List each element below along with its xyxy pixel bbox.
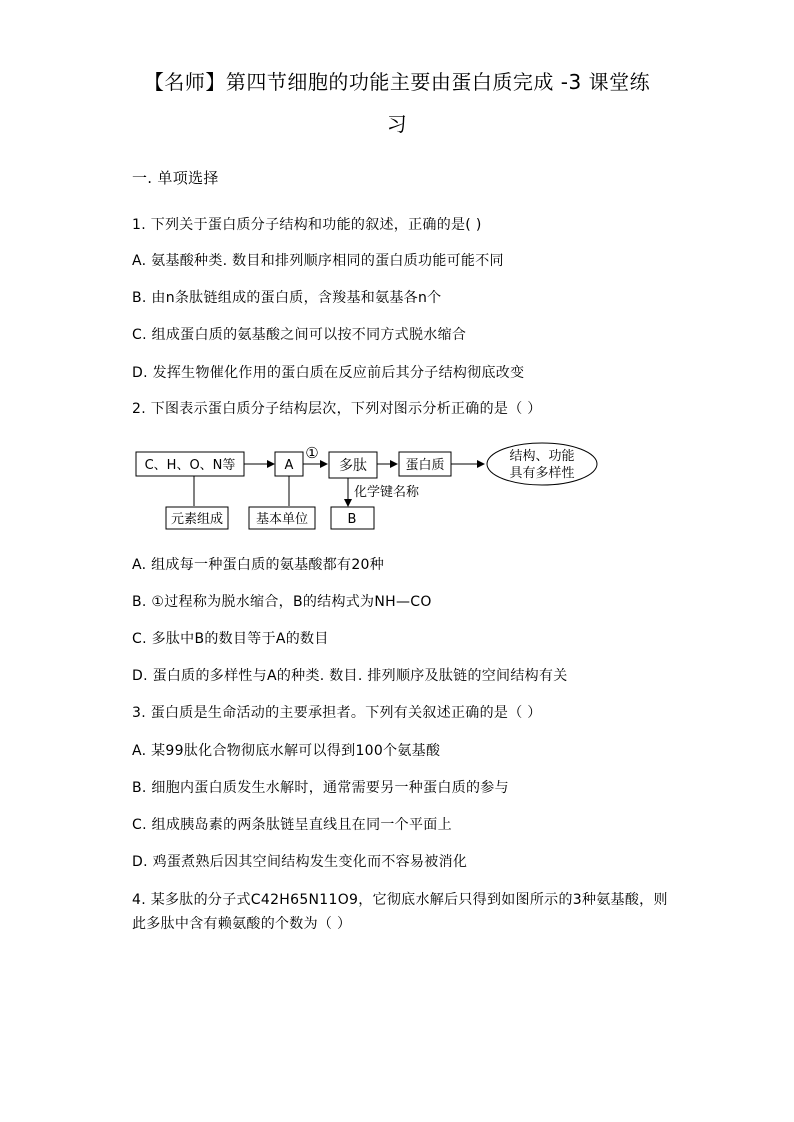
section-heading: 一. 单项选择: [132, 169, 219, 187]
svg-text:蛋白质: 蛋白质: [405, 458, 445, 473]
question-3-option-a: A. 某99肽化合物彻底水解可以得到100个氨基酸: [132, 743, 441, 759]
question-1-option-a: A. 氨基酸种类. 数目和排列顺序相同的蛋白质功能可能不同: [132, 253, 504, 269]
a-box: [275, 452, 303, 476]
bond-name-label: 化学键名称: [354, 485, 420, 500]
question-1-option-c: C. 组成蛋白质的氨基酸之间可以按不同方式脱水缩合: [132, 327, 467, 343]
document-title-continued: 习: [386, 112, 408, 136]
result-ellipse: [487, 443, 597, 485]
unit-label-box: [249, 507, 315, 529]
question-1-option-b: B. 由n条肽链组成的蛋白质，含羧基和氨基各n个: [132, 290, 442, 306]
question-3-option-c: C. 组成胰岛素的两条肽链呈直线且在同一个平面上: [132, 817, 452, 833]
question-2-option-c: C. 多肽中B的数目等于A的数目: [132, 631, 329, 647]
protein-box: [399, 452, 451, 476]
question-3-option-b: B. 细胞内蛋白质发生水解时，通常需要另一种蛋白质的参与: [132, 780, 509, 796]
question-2-option-a: A. 组成每一种蛋白质的氨基酸都有20种: [132, 557, 385, 573]
svg-text:具有多样性: 具有多样性: [509, 466, 575, 481]
element-label-box: [166, 507, 228, 529]
question-4-stem-continued: 此多肽中含有赖氨酸的个数为（ ）: [132, 916, 352, 932]
question-2-option-d: D. 蛋白质的多样性与A的种类. 数目. 排列顺序及肽链的空间结构有关: [132, 668, 568, 684]
svg-text:元素组成: 元素组成: [170, 512, 224, 527]
protein-structure-diagram: [134, 440, 604, 535]
question-2-option-b: B. ①过程称为脱水缩合，B的结构式为NH—CO: [132, 594, 432, 610]
elements-box: [136, 452, 244, 476]
question-1-option-d: D. 发挥生物催化作用的蛋白质在反应前后其分子结构彻底改变: [132, 365, 525, 381]
peptide-box: [329, 452, 377, 478]
svg-text:基本单位: 基本单位: [255, 512, 309, 527]
process-1-label: ①: [305, 444, 319, 462]
b-box: [331, 507, 374, 529]
question-1-stem: 1. 下列关于蛋白质分子结构和功能的叙述，正确的是( ): [132, 217, 482, 233]
question-4-stem: 4. 某多肽的分子式C42H65N11O9，它彻底水解后只得到如图所示的3种氨基酸，则: [132, 892, 668, 908]
svg-text:A: A: [284, 458, 294, 473]
svg-text:C、H、O、N等: C、H、O、N等: [144, 458, 236, 473]
svg-text:多肽: 多肽: [339, 458, 367, 474]
question-3-stem: 3. 蛋白质是生命活动的主要承担者。下列有关叙述正确的是（ ）: [132, 705, 542, 721]
svg-text:B: B: [347, 512, 357, 527]
question-2-stem: 2. 下图表示蛋白质分子结构层次，下列对图示分析正确的是（ ）: [132, 401, 542, 417]
question-3-option-d: D. 鸡蛋煮熟后因其空间结构发生变化而不容易被消化: [132, 854, 468, 870]
document-title: 【名师】第四节细胞的功能主要由蛋白质完成 -3 课堂练: [143, 70, 651, 94]
svg-text:结构、功能: 结构、功能: [509, 449, 575, 464]
